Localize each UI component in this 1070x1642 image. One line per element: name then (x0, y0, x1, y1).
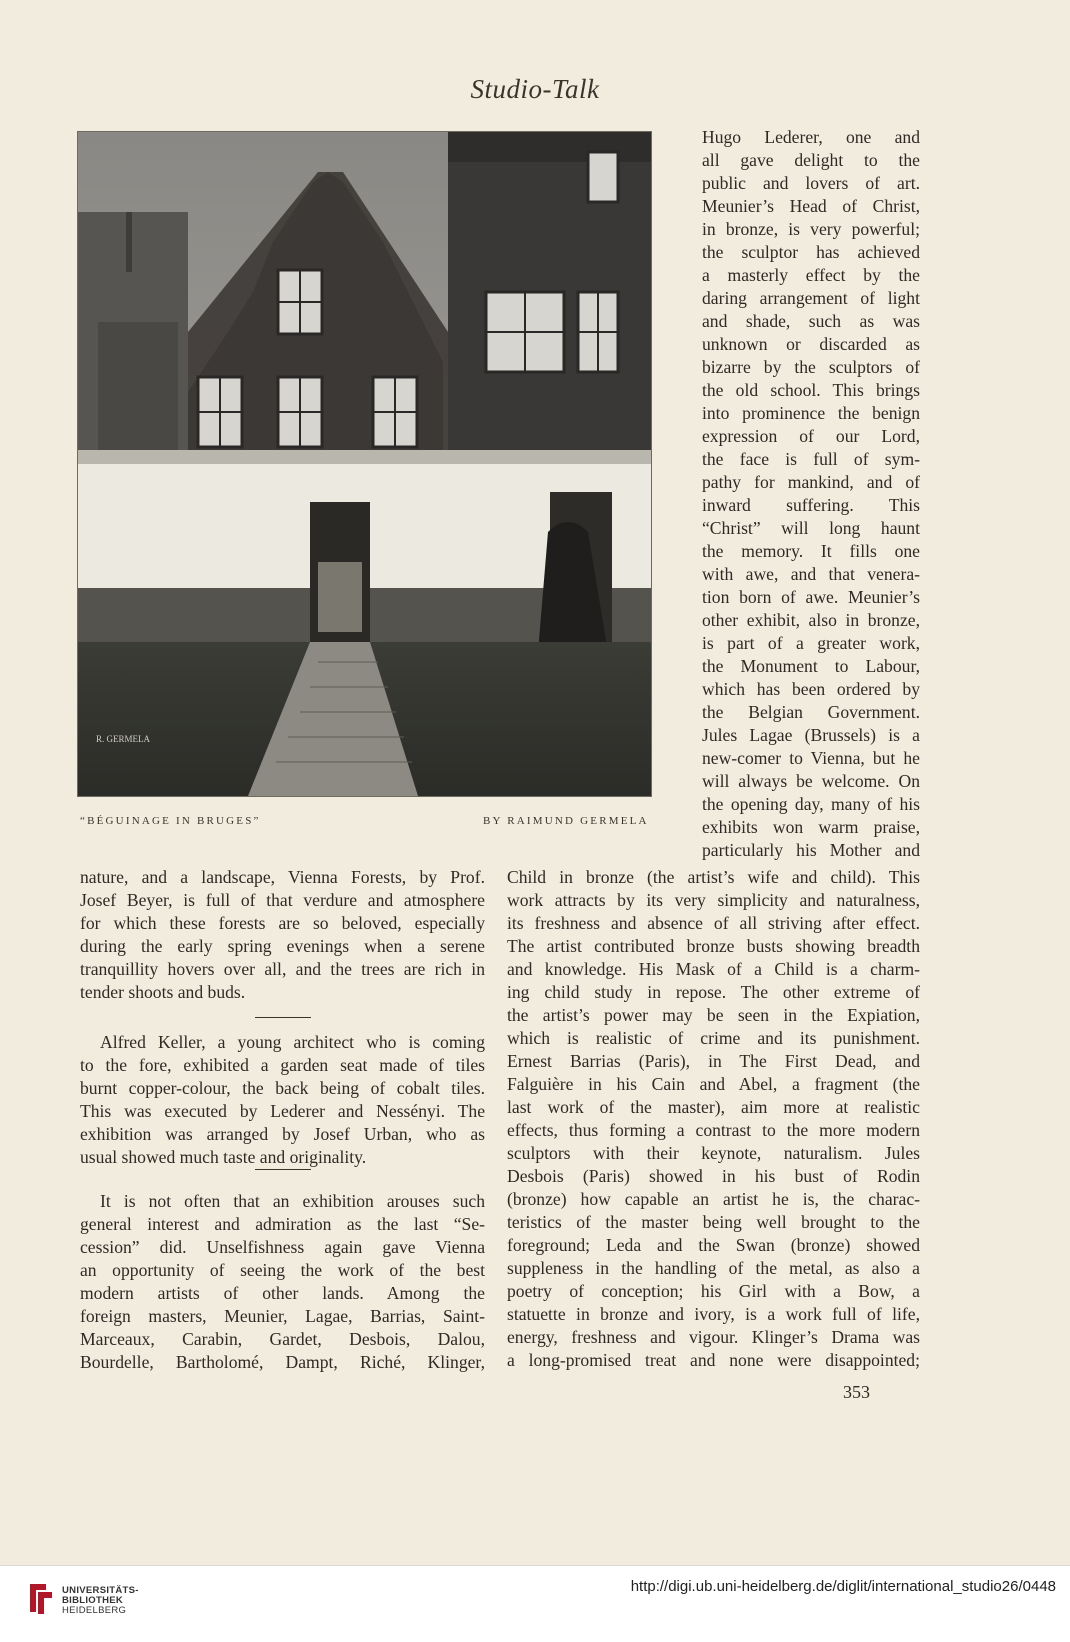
text-line: a masterly effect by the (702, 265, 920, 285)
illustration-caption-title: “BÉGUINAGE IN BRUGES” (80, 815, 261, 827)
text-line: energy, freshness and vigour. Klinger’s Drama was (507, 1327, 920, 1347)
text-line: exhibits won warm praise, (702, 817, 920, 837)
text-line: and knowledge. His Mask of a Child is a charm- (507, 959, 920, 979)
page-number: 353 (843, 1382, 870, 1402)
text-line: usual showed much taste and originality. (80, 1147, 367, 1167)
text-line: an opportunity of seeing the work of the best (80, 1260, 485, 1280)
text-line: tender shoots and buds. (80, 982, 246, 1002)
text-line: the face is full of sym- (702, 449, 920, 469)
library-name: UNIVERSITÄTS- BIBLIOTHEK HEIDELBERG (62, 1585, 139, 1616)
text-line: foreground; Leda and the Swan (bronze) showed (507, 1235, 920, 1255)
text-line: Ernest Barrias (Paris), in The First Dead, and (507, 1051, 920, 1071)
text-line: with awe, and that venera- (702, 564, 920, 584)
text-line: which is realistic of crime and its punishment. (507, 1028, 920, 1048)
text-line: Marceaux, Carabin, Gardet, Desbois, Dalou, (80, 1329, 485, 1349)
text-line: public and lovers of art. (702, 173, 920, 193)
text-line: daring arrangement of light (702, 288, 920, 308)
text-line: cession” did. Unselfishness again gave Vienna (80, 1237, 485, 1257)
text-line: foreign masters, Meunier, Lagae, Barrias, Saint- (80, 1306, 485, 1326)
text-line: other exhibit, also in bronze, (702, 610, 920, 630)
text-line: burnt copper-colour, the back being of cobalt tiles. (80, 1078, 485, 1098)
text-line: to the fore, exhibited a garden seat made of tiles (80, 1055, 485, 1075)
text-line: Desbois (Paris) showed in his bust of Rodin (507, 1166, 920, 1186)
text-line: Bourdelle, Bartholomé, Dampt, Riché, Klinger, (80, 1352, 485, 1372)
text-line: tranquillity hovers over all, and the trees are rich in (80, 959, 485, 979)
text-line: Child in bronze (the artist’s wife and child). This (507, 867, 920, 887)
text-line: Hugo Lederer, one and (702, 127, 920, 147)
text-line: exhibition was arranged by Josef Urban, who as (80, 1124, 485, 1144)
text-line: all gave delight to the (702, 150, 920, 170)
text-line: sculptors with their keynote, naturalism. Jules (507, 1143, 920, 1163)
library-logo-icon (26, 1578, 56, 1618)
left-paragraph-1 (80, 866, 485, 1004)
text-line: statuette in bronze and ivory, is a work full of life, (507, 1304, 920, 1324)
illustration-drawing (78, 132, 651, 796)
text-line: nature, and a landscape, Vienna Forests, by Prof. (80, 867, 485, 887)
left-paragraph-2 (80, 1031, 485, 1169)
text-line: unknown or discarded as (702, 334, 920, 354)
text-line: the opening day, many of his (702, 794, 920, 814)
section-divider (255, 1169, 311, 1170)
text-line: for which these forests are so beloved, especially (80, 913, 485, 933)
text-line: “Christ” will long haunt (702, 518, 920, 538)
text-line: general interest and admiration as the last “Se- (80, 1214, 485, 1234)
text-line: last work of the master), aim more at realistic (507, 1097, 920, 1117)
section-divider (255, 1017, 311, 1018)
text-line: teristics of the master being well brought to the (507, 1212, 920, 1232)
text-line: Josef Beyer, is full of that verdure and atmosphere (80, 890, 485, 910)
text-line: inward suffering. This (702, 495, 920, 515)
text-line: The artist contributed bronze busts showing breadth (507, 936, 920, 956)
text-line: work attracts by its very simplicity and naturalness, (507, 890, 920, 910)
text-line: the memory. It fills one (702, 541, 920, 561)
running-title: Studio-Talk (470, 74, 600, 104)
text-line: poetry of conception; his Girl with a Bow, a (507, 1281, 920, 1301)
text-line: ing child study in repose. The other extreme of (507, 982, 920, 1002)
text-line: the old school. This brings (702, 380, 920, 400)
text-line: modern artists of other lands. Among the (80, 1283, 485, 1303)
text-line: pathy for mankind, and of (702, 472, 920, 492)
right-column-bottom-text (507, 866, 920, 1372)
digitization-footer (0, 1565, 1070, 1642)
text-line: bizarre by the sculptors of (702, 357, 920, 377)
text-line: Meunier’s Head of Christ, (702, 196, 920, 216)
text-line: This was executed by Lederer and Nessényi. The (80, 1101, 485, 1121)
text-line: expression of our Lord, (702, 426, 920, 446)
illustration-caption-artist: BY RAIMUND GERMELA (483, 815, 649, 827)
source-url-link[interactable]: http://digi.ub.uni-heidelberg.de/diglit/international_studio26/0448 (630, 1578, 1056, 1595)
text-line: tion born of awe. Meunier’s (702, 587, 920, 607)
text-line: new-comer to Vienna, but he (702, 748, 920, 768)
text-line: particularly his Mother and (702, 840, 920, 860)
text-line: in bronze, is very powerful; (702, 219, 920, 239)
text-line: and shade, such as was (702, 311, 920, 331)
text-line: will always be welcome. On (702, 771, 920, 791)
text-line: the artist’s power may be seen in the Expiation, (507, 1005, 920, 1025)
text-line: the Belgian Government. (702, 702, 920, 722)
text-line: Alfred Keller, a young architect who is coming (100, 1032, 485, 1052)
text-line: is part of a greater work, (702, 633, 920, 653)
text-line: suppleness in the handling of the metal, as also a (507, 1258, 920, 1278)
text-line: the sculptor has achieved (702, 242, 920, 262)
text-line: Falguière in his Cain and Abel, a fragment (the (507, 1074, 920, 1094)
text-line: its freshness and absence of all striving after effect. (507, 913, 920, 933)
text-line: a long-promised treat and none were disappointed; (507, 1350, 920, 1370)
text-line: It is not often that an exhibition arouses such (100, 1191, 485, 1211)
illustration-beguinage-in-bruges (78, 132, 651, 796)
artist-signature: R. GERMELA (96, 734, 150, 744)
text-line: effects, thus forming a contrast to the more modern (507, 1120, 920, 1140)
text-line: during the early spring evenings when a serene (80, 936, 485, 956)
text-line: Jules Lagae (Brussels) is a (702, 725, 920, 745)
text-line: which has been ordered by (702, 679, 920, 699)
right-column-top-text (702, 126, 920, 862)
text-line: (bronze) how capable an artist he is, the charac- (507, 1189, 920, 1209)
left-paragraph-3 (80, 1190, 485, 1374)
text-line: the Monument to Labour, (702, 656, 920, 676)
text-line: into prominence the benign (702, 403, 920, 423)
